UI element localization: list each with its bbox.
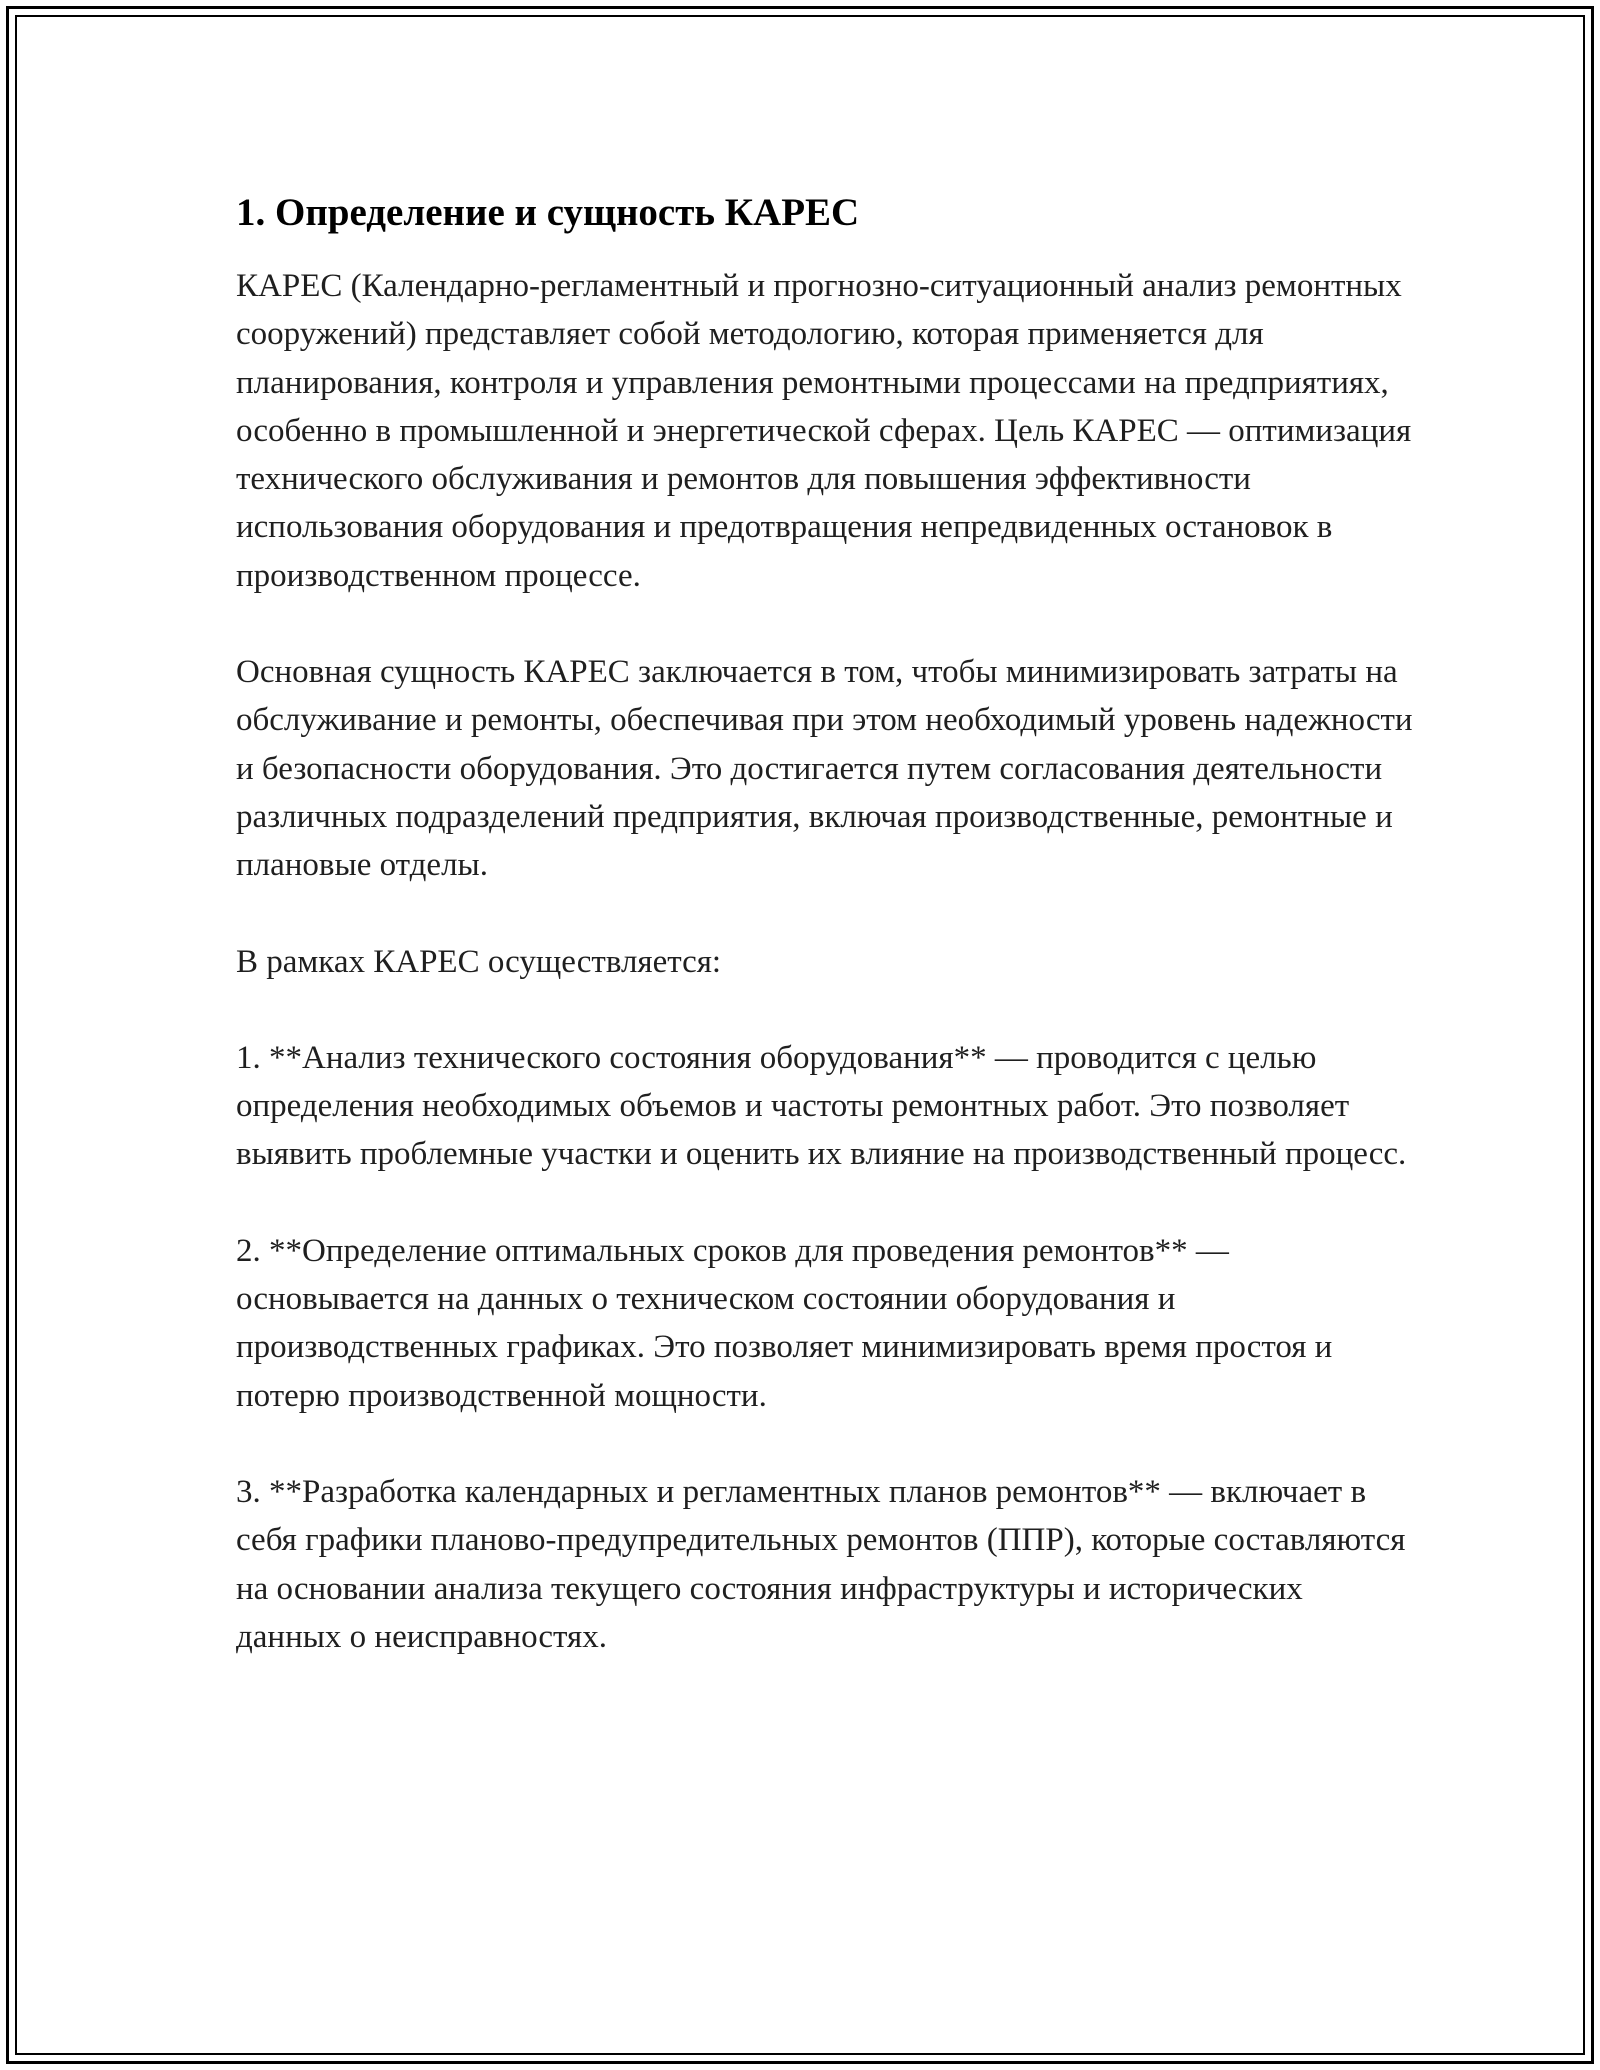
list-item-analysis: 1. **Анализ технического состояния оборудования** — проводится с целью определения необходимых объемов и частоты ремонтных работ. Это позволяет выявить проблемные участки и оценить их влияние на производственный процесс. <box>236 1039 1407 1173</box>
paragraph-definition: КАРЕС (Календарно-регламентный и прогнозно-ситуационный анализ ремонтных сооружений) представляет собой методологию, которая применяется для планирования, контроля и управления ремонтными процессами на предприятиях, особенно в промышленной и энергетической сферах. Цель КАРЕС — оптимизация технического обслуживания и ремонтов для повышения эффективности использования оборудования и предотвращения непредвиденных остановок в производственном процессе. <box>236 268 1412 594</box>
section-heading: 1. Определение и сущность КАРЕС <box>236 191 860 234</box>
list-item-timing: 2. **Определение оптимальных сроков для проведения ремонтов** — основывается на данных о техническом состоянии оборудования и производственных графиках. Это позволяет минимизировать время простоя и потерю производственной мощности. <box>236 1232 1333 1414</box>
paragraph-list-intro: В рамках КАРЕС осуществляется: <box>236 943 722 980</box>
list-item-planning: 3. **Разработка календарных и регламентных планов ремонтов** — включает в себя графики планово-предупредительных ремонтов (ППР), которые составляются на основании анализа текущего состояния инфраструктуры и исторических данных о неисправностях. <box>236 1473 1406 1655</box>
paragraph-essence: Основная сущность КАРЕС заключается в том, чтобы минимизировать затраты на обслуживание и ремонты, обеспечивая при этом необходимый уровень надежности и безопасности оборудования. Это достигается путем согласования деятельности различных подразделений предприятия, включая производственные, ремонтные и плановые отделы. <box>236 654 1413 884</box>
document-body <box>236 182 1416 1661</box>
